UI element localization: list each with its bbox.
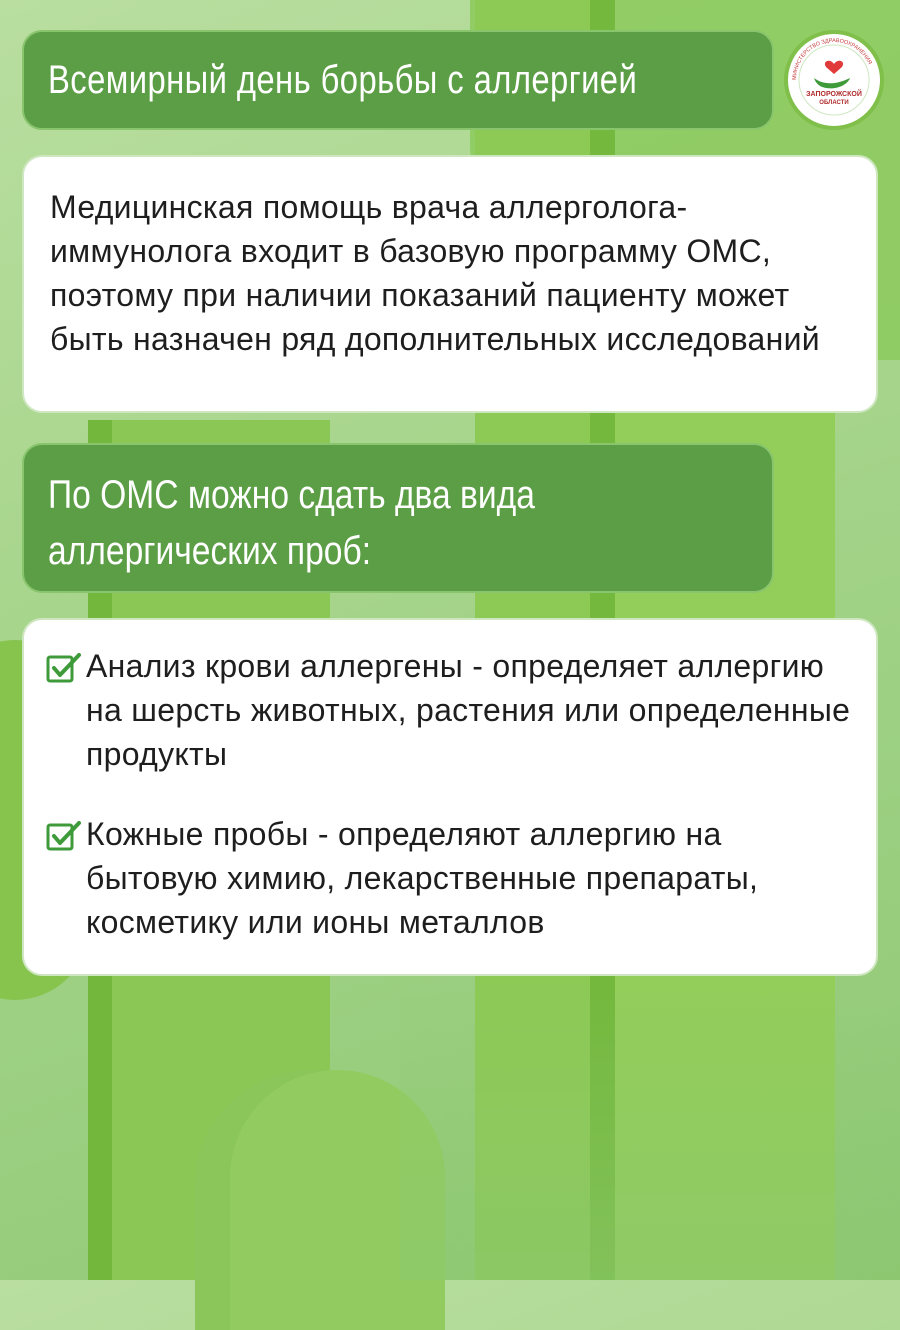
logo-ring-text: МИНИСТЕРСТВО ЗДРАВООХРАНЕНИЯ xyxy=(791,37,873,81)
list-item-text: Анализ крови аллергены - определяет аллергию на шерсть животных, растения или определенные продукты xyxy=(86,648,851,772)
checkbox-checked-icon xyxy=(46,820,82,852)
page-header xyxy=(22,30,774,130)
checkbox-checked-icon xyxy=(46,652,82,684)
oms-heading-card xyxy=(22,443,774,593)
oms-heading: По ОМС можно сдать два вида аллергических проб: xyxy=(48,473,535,573)
intro-card xyxy=(22,155,878,413)
background-shape xyxy=(400,980,900,1280)
page-title: Всемирный день борьбы с аллергией xyxy=(48,57,638,102)
list-item xyxy=(44,812,852,944)
tests-card xyxy=(22,618,878,976)
intro-text: Медицинская помощь врача аллерголога-иммунолога входит в базовую программу ОМС, поэтому при наличии показаний пациенту может быть назначен ряд дополнительных исследований xyxy=(50,189,820,357)
ministry-logo xyxy=(784,30,884,130)
logo-line2: ОБЛАСТИ xyxy=(819,100,849,106)
list-item-text: Кожные пробы - определяют аллергию на бытовую химию, лекарственные препараты, косметику или ионы металлов xyxy=(86,816,759,940)
logo-line1: ЗАПОРОЖСКОЙ xyxy=(806,91,862,98)
list-item xyxy=(44,644,852,776)
